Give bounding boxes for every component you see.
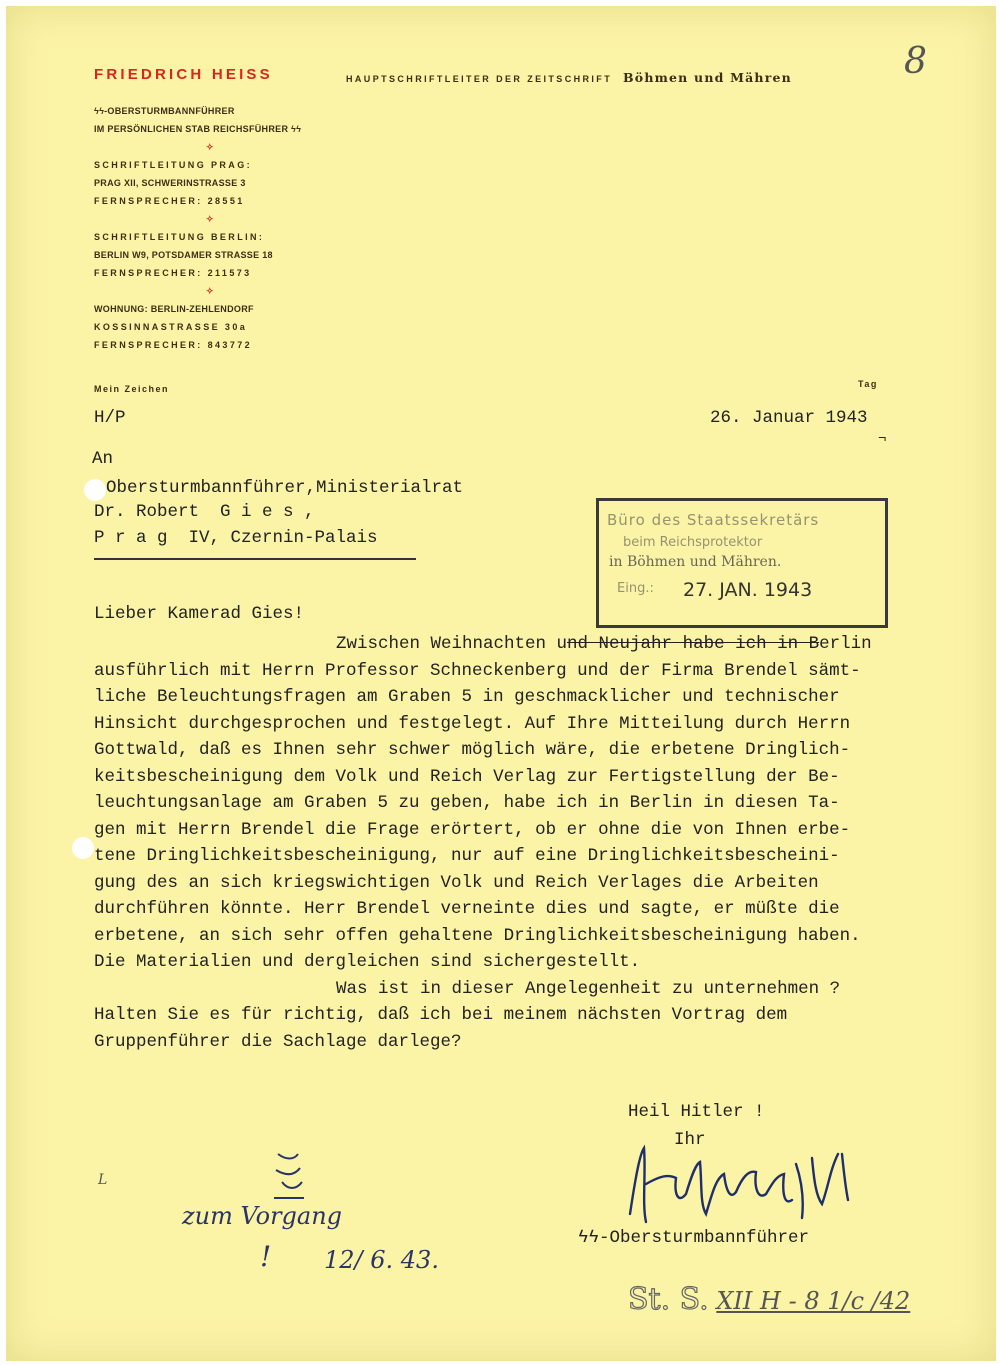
handwritten-note: zum Vorgang <box>182 1202 343 1230</box>
corner-mark: ¬ <box>878 431 887 447</box>
berlin-office-2: BERLIN W9, POTSDAMER STRASSE 18 <box>94 250 273 260</box>
prag-office-1: SCHRIFTLEITUNG PRAG: <box>94 160 252 170</box>
separator-icon: ✧ <box>206 142 214 152</box>
body-line: erbetene, an sich sehr offen gehaltene Dringlichkeitsbescheinigung haben. <box>94 925 861 946</box>
recipient-line-1: Obersturmbannführer,Ministerialrat <box>106 478 464 498</box>
body-line: tene Dringlichkeitsbescheinigung, nur auf eine Dringlichkeitsbescheini- <box>94 846 840 866</box>
handwritten-initial <box>268 1146 308 1206</box>
body-line: Hinsicht durchgesprochen und festgelegt. Auf Ihre Mitteilung durch Herrn <box>94 713 851 734</box>
stamp-date: 27. JAN. 1943 <box>683 579 813 601</box>
body-line: leuchtungsanlage am Graben 5 zu geben, habe ich in Berlin in diesen Ta- <box>94 793 840 813</box>
signature <box>616 1134 866 1234</box>
home-address-1: WOHNUNG: BERLIN-ZEHLENDORF <box>94 304 254 314</box>
body-line: gung des an sich kriegswichtigen Volk und Reich Verlages die Arbeiten <box>94 872 819 893</box>
struck-text: nd Neujahr habe ich in B <box>567 634 820 654</box>
mein-zeichen-label: Mein Zeichen <box>94 384 170 394</box>
margin-mark: L <box>98 1172 108 1188</box>
body-first-line <box>94 631 974 658</box>
letter-page <box>6 6 996 1361</box>
body-line: Was ist in dieser Angelegenheit zu unternehmen ? <box>336 978 841 999</box>
rank-line-2: IM PERSÖNLICHEN STAB REICHSFÜHRER ϟϟ <box>94 124 302 134</box>
letter-body <box>94 631 974 1055</box>
archive-code <box>628 1282 910 1317</box>
body-line: Gottwald, daß es Ihnen sehr schwer möglich wäre, die erbetene Dringlich- <box>94 740 851 760</box>
handwritten-mark: ! <box>260 1240 272 1273</box>
punch-hole <box>84 479 106 501</box>
closing-greeting: Heil Hitler ! <box>628 1102 765 1122</box>
sender-title-text: HAUPTSCHRIFTLEITER DER ZEITSCHRIFT <box>346 74 613 84</box>
recipient-line-3: P r a g IV, Czernin-Palais <box>94 528 378 548</box>
rank-line-1: ϟϟ-OBERSTURMBANNFÜHRER <box>94 106 235 116</box>
archive-number: XII H - 8 1/c /42 <box>716 1287 911 1315</box>
reference-code: H/P <box>94 408 126 428</box>
sender-name: FRIEDRICH HEISS <box>94 66 273 83</box>
body-line: gen mit Herrn Brendel die Frage erörtert, ob er ohne die von Ihnen erbe- <box>94 819 851 840</box>
berlin-office-3: FERNSPRECHER: 211573 <box>94 268 252 278</box>
closing-ihr: Ihr <box>674 1130 706 1150</box>
separator-icon: ✧ <box>206 286 214 296</box>
page-number: 8 <box>904 41 927 82</box>
stamp-line-2: beim Reichsprotektor <box>623 535 763 550</box>
body-line: durchführen könnte. Herr Brendel verneinte dies und sagte, er müßte die <box>94 899 840 919</box>
magazine-name: Böhmen und Mähren <box>623 70 792 85</box>
stamp-eing-label: Eing.: <box>617 581 654 596</box>
stamp-line-3: in Böhmen und Mähren. <box>609 554 782 570</box>
body-line: Halten Sie es für richtig, daß ich bei meinem nächsten Vortrag dem <box>94 1005 788 1025</box>
body-line: Die Materialien und dergleichen sind sichergestellt. <box>94 952 641 972</box>
prag-office-3: FERNSPRECHER: 28551 <box>94 196 245 206</box>
letterhead-address-block <box>94 102 354 354</box>
body-line: Gruppenführer die Sachlage darlege? <box>94 1031 462 1052</box>
punch-hole <box>72 837 94 859</box>
recipient-line-2: Dr. Robert G i e s , <box>94 502 315 522</box>
archive-prefix: St. S. <box>628 1282 709 1317</box>
recipient-an: An <box>92 449 114 469</box>
body-line: keitsbescheinigung dem Volk und Reich Verlag zur Fertigstellung der Be- <box>94 766 840 787</box>
body-line: ausführlich mit Herrn Professor Schneckenberg und der Firma Brendel sämt- <box>94 660 861 681</box>
berlin-office-1: SCHRIFTLEITUNG BERLIN: <box>94 232 265 242</box>
body-first-text: Zwischen Weihnachten u <box>336 634 568 654</box>
receipt-stamp <box>596 498 888 628</box>
handwritten-date: 12/ 6. 43. <box>324 1246 439 1274</box>
letter-date: 26. Januar 1943 <box>710 408 868 428</box>
home-address-3: FERNSPRECHER: 843772 <box>94 340 253 350</box>
stamp-line-1: Büro des Staatssekretärs <box>607 511 820 529</box>
salutation: Lieber Kamerad Gies! <box>94 604 305 624</box>
body-first-tail: erlin <box>819 634 872 654</box>
home-address-2: KOSSINNASTRASSE 30a <box>94 322 248 332</box>
closing-rank: ϟϟ-Obersturmbannführer <box>578 1228 810 1248</box>
recipient-underline <box>94 558 416 560</box>
sender-title <box>346 70 792 85</box>
body-line: liche Beleuchtungsfragen am Graben 5 in geschmacklicher und technischer <box>94 687 840 707</box>
separator-icon: ✧ <box>206 214 214 224</box>
tag-label: Tag <box>858 379 878 389</box>
prag-office-2: PRAG XII, SCHWERINSTRASSE 3 <box>94 178 246 188</box>
